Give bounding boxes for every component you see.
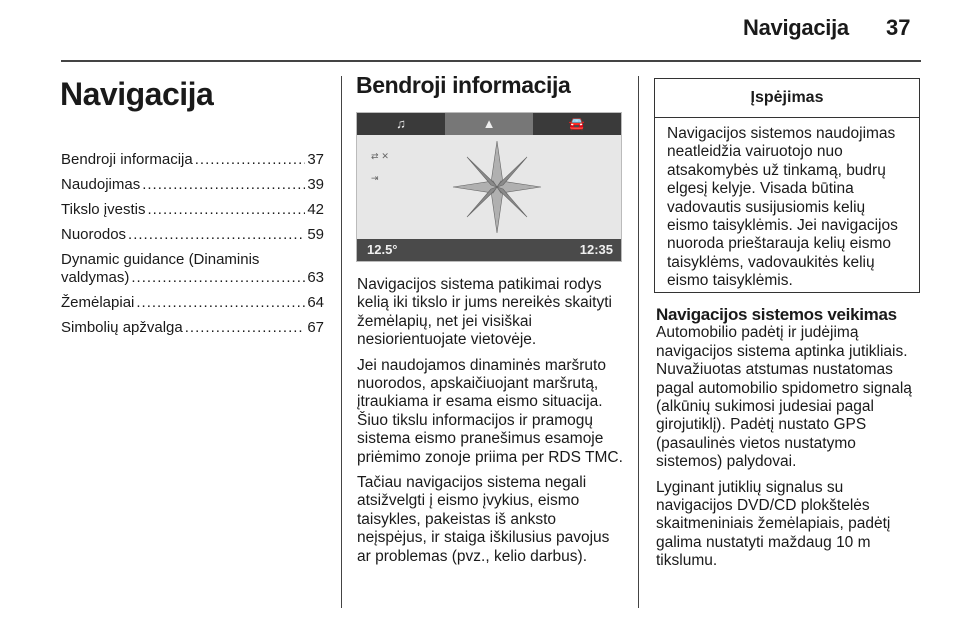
toc-item[interactable]: Dynamic guidance (Dinaminis valdymas) ..... 63: [61, 251, 324, 288]
section-title-operation: Navigacijos sistemos veikimas: [656, 305, 897, 324]
paragraph: Jei naudojamos dinaminės maršruto nuorodos, apskaičiuojant maršrutą, įtraukiama ir esama eismo situacija. Šiuo tikslu informacijos ir pramogų sistema eismo pranešimus esamoje priėmimo zonoje priima per RDS TMC.: [357, 356, 623, 466]
table-of-contents: [61, 151, 324, 344]
screen-tab-bar: [357, 113, 621, 135]
paragraph: Lyginant jutiklių signalus su navigacijos DVD/CD plokštelės skaitmeniniais žemėlapiais, padėtį galima nustatyti maždaug 10 m tikslumu.: [656, 478, 891, 570]
section-title-general-info: Bendroji informacija: [356, 72, 571, 98]
toc-item[interactable]: Nuorodos ..... 59: [61, 226, 324, 244]
music-note-icon: ♫: [396, 116, 406, 131]
paragraph: Automobilio padėtį ir judėjimą navigacijos sistema aptinka jutikliais. Nuvažiuotas atstumas nustatomas pagal automobilio spidometro signalą (alkūnių sukimosi judesiai pagal girojutiklį). Padėtį nustato GPS (pasaulinės vietos nustatymo sistemos) palydovai.: [656, 324, 912, 471]
toc-item[interactable]: Tikslo įvestis ..... 42: [61, 201, 324, 219]
toc-item[interactable]: Naudojimas ..... 39: [61, 176, 324, 194]
toc-item[interactable]: Bendroji informacija ..... 37: [61, 151, 324, 169]
compass-rose-icon: [357, 135, 621, 239]
warning-title: Įspėjimas: [655, 79, 919, 118]
car-icon: 🚘: [568, 116, 586, 131]
header-divider: [61, 60, 921, 62]
navigation-screen-image: [356, 112, 622, 262]
clock-readout: 12:35: [579, 242, 613, 257]
svg-text:⇥: ⇥: [371, 174, 379, 184]
page-header: [0, 0, 960, 62]
toc-item[interactable]: Žemėlapiai ..... 64: [61, 294, 324, 312]
svg-text:⇄ ✕: ⇄ ✕: [371, 152, 389, 162]
header-section-title: Navigacija: [743, 15, 849, 40]
operation-section: [656, 306, 924, 578]
column-divider-2: [638, 76, 639, 608]
column-divider-1: [341, 76, 342, 608]
paragraph: Tačiau navigacijos sistema negali atsižvelgti į eismo įvykius, eismo taisykles, pakeistas iš anksto neįspėjus, ir staiga iškilusius pavojus ar problemas (pvz., kelio darbus).: [357, 474, 610, 565]
toc-item[interactable]: Simbolių apžvalga ..... 67: [61, 319, 324, 337]
navigation-arrow-icon: ▲: [445, 113, 533, 135]
temperature-readout: 12.5°: [367, 242, 398, 257]
screen-status-bar: [357, 239, 621, 261]
paragraph: Navigacijos sistema patikimai rodys kelią iki tikslo ir jums nereikės skaityti žemėlapių, net jei visiškai nesiorientuojate vietovėje.: [357, 276, 612, 349]
chapter-title: Navigacija: [60, 76, 214, 112]
warning-box: [654, 78, 920, 293]
warning-text: Navigacijos sistemos naudojimas neatleidžia vairuotojo nuo atsakomybės už tinkamą, budrų elgesį kelyje. Visada būtina vadovautis susijusiomis kelių eismo taisyklėmis. Jei navigacijos nuoroda prieštarauja kelių eismo taisyklėms, vadovaukitės kelių eismo taisyklėmis.: [667, 125, 898, 290]
header-page-number: 37: [886, 15, 911, 40]
general-info-body: [357, 276, 627, 573]
